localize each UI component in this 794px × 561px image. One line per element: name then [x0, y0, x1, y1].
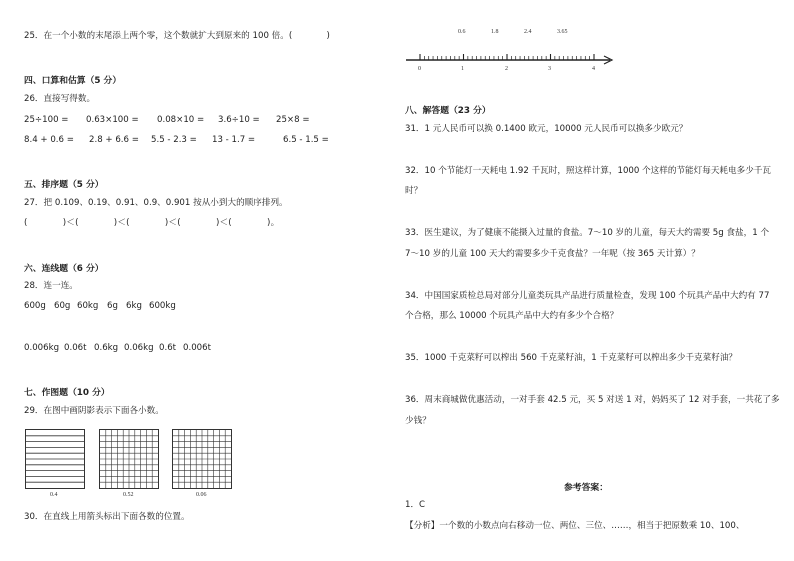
question-32-line-2: 时？: [405, 186, 423, 196]
numberline-tick-3: 3: [548, 66, 551, 72]
grid-label-1: 0.4: [50, 492, 58, 498]
calc-1-5: 25×8 =: [276, 115, 310, 125]
grid-lines: [26, 430, 84, 488]
match-top-1: 600g: [24, 301, 46, 311]
grid-label-2: 0.52: [123, 492, 134, 498]
grid-tenths[interactable]: [25, 429, 85, 489]
question-29: 29．在图中画阴影表示下面各小数。: [24, 406, 164, 416]
question-36-line-2: 少钱？: [405, 416, 431, 426]
grid-label-3: 0.06: [196, 492, 207, 498]
calc-1-4: 3.6÷10 =: [218, 115, 260, 125]
match-top-4: 6g: [107, 301, 118, 311]
calc-2-2: 2.8 + 6.6 =: [89, 135, 139, 145]
match-top-2: 60g: [54, 301, 71, 311]
calc-2-1: 8.4 + 0.6 =: [24, 135, 74, 145]
question-28: 28．连一连。: [24, 281, 78, 291]
numberline-value-2: 1.8: [491, 29, 499, 35]
calc-1-3: 0.08×10 =: [157, 115, 205, 125]
question-30: 30．在直线上用箭头标出下面各数的位置。: [24, 512, 190, 522]
numberline-tick-0: 0: [418, 66, 421, 72]
section-4-heading: 四、口算和估算（5 分）: [24, 76, 122, 86]
match-bottom-3: 0.6kg: [94, 343, 119, 353]
match-bottom-4: 0.06kg: [124, 343, 154, 353]
match-bottom-6: 0.006t: [183, 343, 211, 353]
question-27: 27．把 0.109、0.19、0.91、0.9、0.901 按从小到大的顺序排列。: [24, 198, 288, 208]
numberline-tick-2: 2: [505, 66, 508, 72]
match-bottom-1: 0.006kg: [24, 343, 60, 353]
question-33-line-1: 33．医生建议，为了健康不能摄入过量的食盐。7～10 岁的儿童，每天大约需要 5g 食盐，1 个: [405, 228, 770, 238]
question-26: 26．直接写得数。: [24, 94, 96, 104]
calc-2-5: 6.5 - 1.5 =: [283, 135, 329, 145]
question-35: 35．1000 千克菜籽可以榨出 560 千克菜籽油，1 千克菜籽可以榨出多少千克菜籽油？: [405, 353, 738, 363]
match-bottom-2: 0.06t: [64, 343, 87, 353]
question-31: 31．1 元人民币可以换 0.1400 欧元，10000 元人民币可以换多少欧元？: [405, 124, 688, 134]
answer-1-analysis: 【分析】一个数的小数点向右移动一位、两位、三位、……，相当于把原数乘 10、100、: [405, 521, 745, 531]
numberline-value-1: 0.6: [458, 29, 466, 35]
grid-hundredths-2[interactable]: [172, 429, 232, 489]
number-line[interactable]: [404, 50, 616, 66]
grid-lines: [100, 430, 158, 488]
grid-hundredths-1[interactable]: [99, 429, 159, 489]
question-27-blanks: ( )＜( )＜( )＜( )＜( )。: [24, 218, 280, 228]
section-6-heading: 六、连线题（6 分）: [24, 264, 104, 274]
section-5-heading: 五、排序题（5 分）: [24, 180, 104, 190]
numberline-value-3: 2.4: [524, 29, 532, 35]
question-34-line-2: 个合格，那么 10000 个玩具产品中大约有多少个合格？: [405, 311, 619, 321]
question-34-line-1: 34．中国国家质检总局对部分儿童类玩具产品进行质量检查，发现 100 个玩具产品中大约有 77: [405, 291, 770, 301]
calc-2-4: 13 - 1.7 =: [212, 135, 256, 145]
question-32-line-1: 32．10 个节能灯一天耗电 1.92 千瓦时，照这样计算，1000 个这样的节能灯每天耗电多少千瓦: [405, 166, 771, 176]
question-36-line-1: 36．周末商城做优惠活动，一对手套 42.5 元，买 5 对送 1 对，妈妈买了 12 对手套，一共花了多: [405, 395, 780, 405]
answer-title: 参考答案：: [564, 483, 608, 493]
calc-2-3: 5.5 - 2.3 =: [151, 135, 197, 145]
answer-1: 1．C: [405, 500, 426, 510]
numberline-tick-1: 1: [461, 66, 464, 72]
match-bottom-5: 0.6t: [159, 343, 177, 353]
numberline-value-4: 3.65: [557, 29, 568, 35]
section-8-heading: 八、解答题（23 分）: [405, 106, 491, 116]
grid-lines: [173, 430, 231, 488]
question-25: 25．在一个小数的末尾添上两个零，这个数就扩大到原来的 100 倍。( ): [24, 31, 330, 41]
match-top-3: 60kg: [77, 301, 99, 311]
calc-1-2: 0.63×100 =: [86, 115, 139, 125]
match-top-6: 600kg: [149, 301, 176, 311]
numberline-tick-4: 4: [592, 66, 595, 72]
question-33-line-2: 7～10 岁的儿童 100 天大约需要多少千克食盐？一年呢（按 365 天计算）？: [405, 249, 700, 259]
match-top-5: 6kg: [126, 301, 142, 311]
section-7-heading: 七、作图题（10 分）: [24, 388, 110, 398]
calc-1-1: 25÷100 =: [24, 115, 69, 125]
